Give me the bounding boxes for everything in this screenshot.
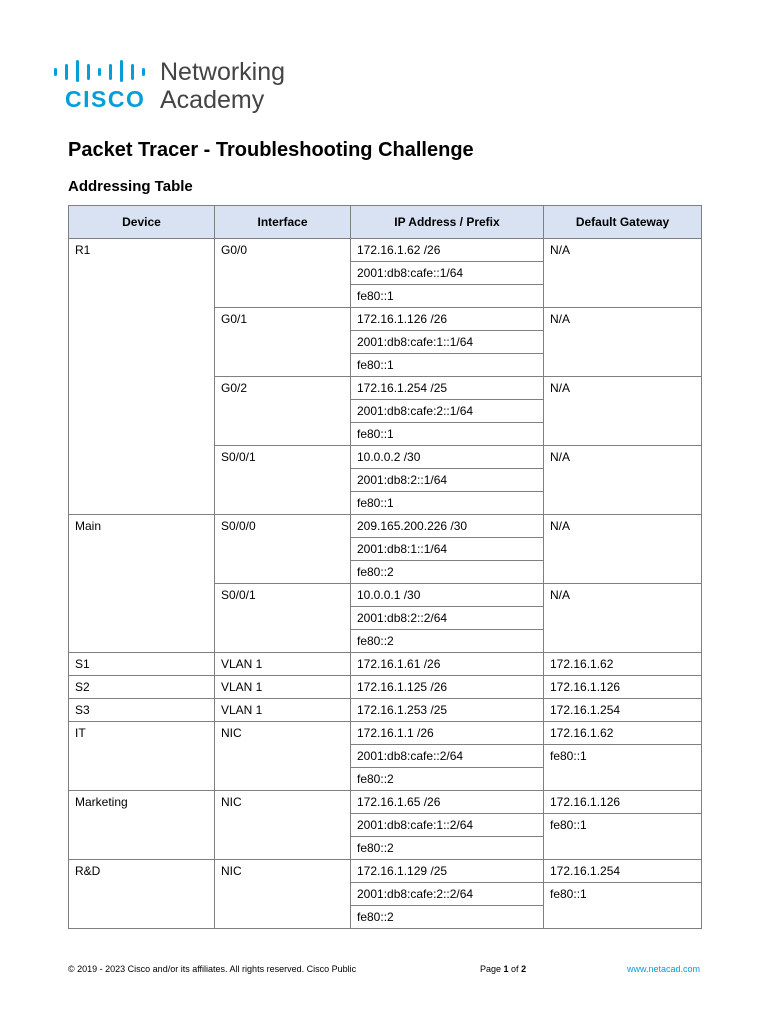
device-cell: R&D (69, 860, 215, 929)
logo-networking-text: Networking (160, 58, 286, 86)
interface-cell: VLAN 1 (215, 676, 351, 699)
page-title: Packet Tracer - Troubleshooting Challenge (68, 139, 474, 161)
ip-address-cell: 172.16.1.253 /25 (351, 699, 544, 722)
gateway-cell: N/A (544, 239, 702, 308)
ip-address-cell: fe80::1 (351, 423, 544, 446)
interface-cell: VLAN 1 (215, 699, 351, 722)
header-ip-address: IP Address / Prefix (351, 206, 544, 239)
table-row (69, 860, 702, 883)
gateway-cell: N/A (544, 377, 702, 446)
ip-address-cell: 2001:db8:cafe::1/64 (351, 262, 544, 285)
gateway-cell: 172.16.1.62 (544, 653, 702, 676)
ip-address-cell: fe80::2 (351, 837, 544, 860)
table-row (69, 515, 702, 538)
interface-cell: NIC (215, 791, 351, 860)
table-row (69, 676, 702, 699)
interface-cell: NIC (215, 860, 351, 929)
gateway-cell: N/A (544, 584, 702, 653)
gateway-cell: fe80::1 (544, 745, 702, 791)
ip-address-cell: 2001:db8:cafe:1::2/64 (351, 814, 544, 837)
footer-copyright: © 2019 - 2023 Cisco and/or its affiliates. All rights reserved. Cisco Public (68, 964, 357, 974)
interface-cell: VLAN 1 (215, 653, 351, 676)
table-header-row (69, 206, 702, 239)
footer-page-number (480, 964, 526, 974)
header-device: Device (69, 206, 215, 239)
logo-academy-text: Academy (160, 86, 265, 114)
table-row (69, 653, 702, 676)
ip-address-cell: fe80::1 (351, 285, 544, 308)
table-row (69, 699, 702, 722)
gateway-cell: 172.16.1.254 (544, 699, 702, 722)
ip-address-cell: fe80::1 (351, 492, 544, 515)
ip-address-cell: 209.165.200.226 /30 (351, 515, 544, 538)
gateway-cell: 172.16.1.254 (544, 860, 702, 883)
interface-cell: S0/0/1 (215, 584, 351, 653)
interface-cell: NIC (215, 722, 351, 791)
table-row (69, 791, 702, 814)
table-row (69, 722, 702, 745)
ip-address-cell: 172.16.1.62 /26 (351, 239, 544, 262)
ip-address-cell: fe80::2 (351, 630, 544, 653)
ip-address-cell: fe80::1 (351, 354, 544, 377)
gateway-cell: 172.16.1.126 (544, 791, 702, 814)
interface-cell: S0/0/1 (215, 446, 351, 515)
ip-address-cell: 172.16.1.254 /25 (351, 377, 544, 400)
gateway-cell: fe80::1 (544, 814, 702, 860)
gateway-cell: N/A (544, 308, 702, 377)
ip-address-cell: 172.16.1.125 /26 (351, 676, 544, 699)
gateway-cell: 172.16.1.62 (544, 722, 702, 745)
device-cell: R1 (69, 239, 215, 515)
ip-address-cell: fe80::2 (351, 561, 544, 584)
ip-address-cell: 2001:db8:cafe:2::1/64 (351, 400, 544, 423)
ip-address-cell: 172.16.1.61 /26 (351, 653, 544, 676)
cisco-wordmark: CISCO (65, 86, 146, 112)
ip-address-cell: 2001:db8:2::2/64 (351, 607, 544, 630)
ip-address-cell: 172.16.1.65 /26 (351, 791, 544, 814)
ip-address-cell: 2001:db8:cafe:2::2/64 (351, 883, 544, 906)
interface-cell: G0/2 (215, 377, 351, 446)
cisco-networking-academy-logo (52, 58, 312, 118)
header-interface: Interface (215, 206, 351, 239)
ip-address-cell: 10.0.0.2 /30 (351, 446, 544, 469)
ip-address-cell: fe80::2 (351, 906, 544, 929)
device-cell: S3 (69, 699, 215, 722)
gateway-cell: fe80::1 (544, 883, 702, 929)
ip-address-cell: fe80::2 (351, 768, 544, 791)
interface-cell: S0/0/0 (215, 515, 351, 584)
device-cell: Main (69, 515, 215, 653)
device-cell: S1 (69, 653, 215, 676)
page-of-label: of (508, 964, 522, 974)
gateway-cell: 172.16.1.126 (544, 676, 702, 699)
ip-address-cell: 2001:db8:cafe:1::1/64 (351, 331, 544, 354)
footer-site-link[interactable]: www.netacad.com (626, 964, 700, 974)
page-label: Page (480, 964, 504, 974)
gateway-cell: N/A (544, 446, 702, 515)
ip-address-cell: 172.16.1.129 /25 (351, 860, 544, 883)
ip-address-cell: 10.0.0.1 /30 (351, 584, 544, 607)
ip-address-cell: 2001:db8:2::1/64 (351, 469, 544, 492)
page-current: 1 (503, 964, 509, 974)
ip-address-cell: 2001:db8:1::1/64 (351, 538, 544, 561)
interface-cell: G0/0 (215, 239, 351, 308)
section-heading: Addressing Table (68, 178, 193, 195)
cisco-bars-icon (54, 60, 152, 82)
interface-cell: G0/1 (215, 308, 351, 377)
device-cell: S2 (69, 676, 215, 699)
ip-address-cell: 172.16.1.126 /26 (351, 308, 544, 331)
header-default-gateway: Default Gateway (544, 206, 702, 239)
ip-address-cell: 2001:db8:cafe::2/64 (351, 745, 544, 768)
table-body (69, 239, 702, 929)
table-row (69, 239, 702, 262)
ip-address-cell: 172.16.1.1 /26 (351, 722, 544, 745)
device-cell: IT (69, 722, 215, 791)
page-total: 2 (521, 964, 527, 974)
gateway-cell: N/A (544, 515, 702, 584)
device-cell: Marketing (69, 791, 215, 860)
addressing-table (68, 205, 702, 929)
